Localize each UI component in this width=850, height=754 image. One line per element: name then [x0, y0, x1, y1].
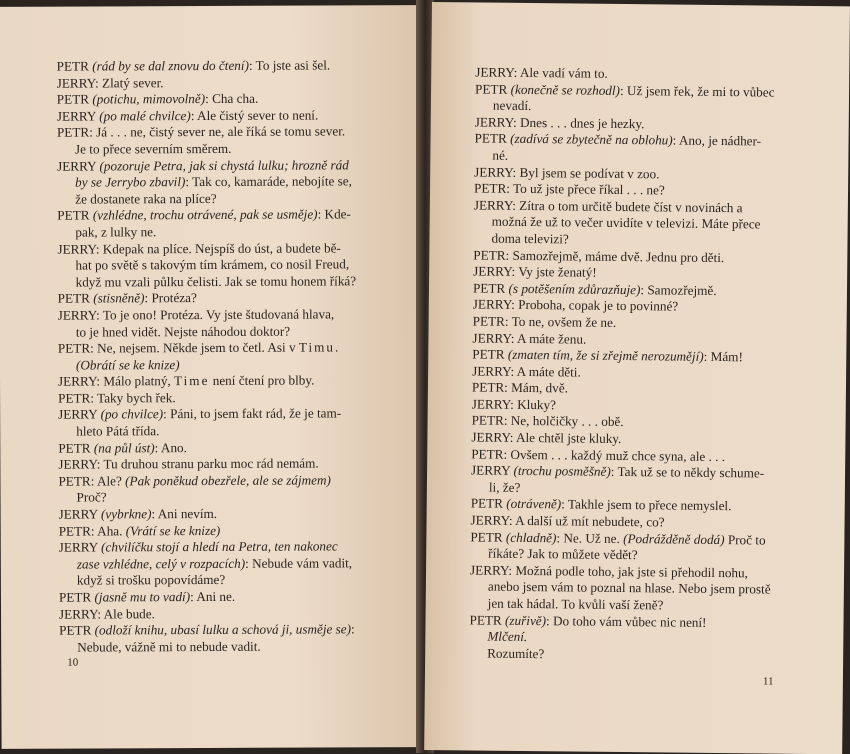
dialogue-text: né.: [492, 147, 509, 163]
dialogue-text: JERRY: Možná podle toho, jak jste si přehodil nohu,: [469, 562, 749, 581]
dialogue-text: : Cha cha.: [205, 90, 259, 107]
dialogue-text: není čtení pro blby.: [209, 372, 315, 389]
text-line: [58, 289, 398, 307]
dialogue-text: PETR: Ne, holčičky . . . obě.: [471, 412, 624, 430]
right-page-number: 11: [762, 675, 774, 688]
text-line: [58, 339, 398, 357]
text-line: [57, 256, 397, 274]
text-line: [57, 207, 397, 225]
stage-direction: (Podrážděně dodá): [623, 530, 725, 547]
dialogue-text: možná že už to večer uvidíte v televizi. Máte přece: [491, 213, 761, 232]
dialogue-text: JERRY: To je ono! Protéza. Vy jste študovaná hlava,: [57, 306, 335, 323]
dialogue-text: PETR: [56, 58, 93, 74]
dialogue-text: hleto Pátá třída.: [76, 423, 160, 439]
text-line: [58, 273, 398, 291]
text-line: [59, 555, 399, 573]
text-line: [57, 190, 397, 208]
text-line: [59, 621, 399, 639]
dialogue-text: PETR: [474, 130, 511, 147]
dialogue-text: JERRY: Zítra o tom určitě budete číst v novinách a: [473, 197, 743, 216]
dialogue-text: PETR: [472, 280, 509, 296]
dialogue-text: : Takhle jsem to přece nemyslel.: [561, 496, 732, 514]
text-line: [59, 638, 399, 656]
text-line: [57, 90, 397, 108]
dialogue-text: PETR: Já . . . ne, čistý sever ne, ale říká se tomu sever.: [56, 123, 346, 141]
dialogue-text: : Ani ne.: [190, 588, 236, 605]
dialogue-text: PETR: To ne, ovšem že ne.: [472, 313, 617, 330]
dialogue-text: říkáte? Jak to můžete vědět?: [488, 545, 638, 563]
dialogue-text: JERRY: Ale chtěl jste kluky.: [471, 429, 622, 447]
stage-direction: (s potěšením zdůrazňuje): [508, 280, 641, 297]
dialogue-text: : Ale čistý sever to není.: [190, 107, 319, 123]
dialogue-text: : Protéza?: [144, 290, 197, 306]
stage-direction: (rád by se dal znovu do čtení): [92, 57, 249, 74]
stage-direction: (Obrátí se ke knize): [75, 356, 180, 373]
dialogue-text: PETR: [475, 81, 511, 97]
text-line: [58, 406, 398, 424]
text-line: [57, 173, 397, 191]
title-reference: Time: [173, 373, 210, 389]
dialogue-text: PETR: Ne, nejsem. Někde jsem to četl. Asi v: [57, 339, 299, 356]
dialogue-text: že dostanete raka na plíce?: [75, 190, 217, 207]
dialogue-text: JERRY: Tu druhou stranu parku moc rád nemám.: [58, 455, 319, 472]
stage-direction: (chladně): [505, 529, 557, 545]
dialogue-text: jen tak hádal. To kvůli vaší ženě?: [487, 595, 664, 613]
dialogue-text: JERRY: A máte ženu.: [472, 329, 587, 347]
stage-direction: (pozoruje Petra, jak si chystá lulku; hrozně rád: [99, 156, 349, 174]
stage-direction: (odloží knihu, ubasí lulku a schová ji, usměje se): [94, 621, 352, 638]
dialogue-text: JERRY: [471, 462, 514, 479]
stage-direction: (zuřivě): [505, 612, 547, 628]
dialogue-text: : Ani nevím.: [151, 505, 218, 522]
dialogue-text: : Tak co, kamaráde, nebojíte se,: [185, 173, 352, 190]
dialogue-text: hat po světě s takovým tím krámem, co nosil Freud,: [75, 256, 350, 273]
dialogue-text: JERRY: [56, 108, 100, 124]
dialogue-text: JERRY: [57, 158, 100, 174]
dialogue-text: : To jste asi šel.: [248, 57, 331, 73]
dialogue-text: Proč to: [724, 531, 766, 548]
stage-direction: (potichu, mimovolně): [92, 91, 206, 107]
text-line: [58, 389, 398, 407]
dialogue-text: : Nebude vám vadit,: [245, 555, 353, 571]
dialogue-text: PETR: Aha.: [58, 522, 126, 539]
text-line: [58, 439, 398, 457]
left-page-number: 10: [67, 656, 79, 669]
stage-direction: (jasně mu to vadí): [94, 589, 191, 605]
dialogue-text: PETR: Ovšem . . . každý muž chce syna, ale . . .: [471, 446, 726, 464]
dialogue-text: PETR: Mám, dvě.: [471, 379, 569, 396]
dialogue-text: Proč?: [76, 489, 107, 506]
dialogue-text: PETR: [57, 290, 94, 306]
stage-direction: zase vzhlédne, celý v rozpacích): [76, 555, 246, 572]
stage-direction: (chvilíčku stojí a hledí na Petra, ten nakonec: [101, 538, 338, 555]
dialogue-text: PETR: [57, 207, 93, 224]
text-line: [59, 588, 399, 606]
text-line: [57, 157, 397, 175]
stage-direction: Mlčení.: [487, 628, 528, 645]
text-line: [57, 124, 397, 142]
dialogue-text: JERRY: Zlatý sever.: [56, 74, 164, 91]
dialogue-text: JERRY: Ale bude.: [58, 605, 155, 622]
dialogue-text: li, že?: [488, 479, 521, 495]
stage-direction: (konečně se rozhodl): [510, 81, 621, 98]
stage-direction: (otráveně): [506, 496, 562, 512]
stage-direction: (Vrátí se ke knize): [125, 522, 221, 538]
right-page-text: [469, 64, 825, 665]
dialogue-text: : Samozřejmě.: [640, 281, 717, 298]
dialogue-text: JERRY: Ale vadí vám to.: [475, 64, 608, 81]
text-line: [57, 223, 397, 241]
text-line: [58, 489, 398, 507]
dialogue-text: : Páni, to jsem fakt rád, že je tam-: [163, 405, 342, 422]
dialogue-text: nevadí.: [492, 97, 532, 114]
dialogue-text: : Do toho vám vůbec nic není!: [546, 612, 707, 630]
text-line: [58, 472, 398, 490]
dialogue-text: JERRY: [58, 506, 102, 522]
dialogue-text: anebo jsem vám to poznal na hlase. Nebo jsem prostě: [487, 579, 771, 597]
dialogue-text: : Kde-: [317, 206, 351, 222]
dialogue-text: PETR: [58, 440, 94, 456]
text-line: [57, 107, 397, 125]
dialogue-text: : Už jsem řek, že mi to vůbec: [619, 82, 775, 100]
dialogue-text: PETR: [472, 346, 508, 362]
text-line: [57, 57, 397, 75]
left-page: [0, 5, 420, 749]
dialogue-text: PETR: [469, 612, 506, 628]
dialogue-text: PETR: [470, 495, 507, 512]
dialogue-text: JERRY: Málo platný,: [57, 373, 175, 389]
dialogue-text: Je to přece severním směrem.: [74, 140, 232, 157]
text-line: [59, 605, 399, 623]
dialogue-text: PETR: [58, 589, 95, 605]
text-line: [58, 455, 398, 473]
dialogue-text: JERRY: A další už mít nebudete, co?: [470, 512, 665, 530]
dialogue-text: PETR: Samozřejmě, máme dvě. Jednu pro děti.: [473, 246, 725, 265]
dialogue-text: JERRY: Kdepak na plíce. Nejspíš do úst, a budete bě-: [57, 239, 341, 257]
stage-direction: (zadívá se zbytečně na oblohu): [510, 131, 673, 148]
text-line: [58, 323, 398, 341]
stage-direction: (vzhlédne, trochu otrávené, pak se usměje): [92, 206, 318, 223]
text-line: [57, 74, 397, 92]
dialogue-text: PETR: Taky bych řek.: [58, 390, 176, 406]
dialogue-text: PETR: Ale?: [58, 473, 126, 489]
dialogue-text: JERRY: Vy jste ženatý!: [473, 263, 597, 280]
right-page: [424, 2, 850, 754]
stage-direction: (vybrkne): [100, 506, 152, 522]
text-line: [59, 522, 399, 540]
stage-direction: (na půl úst): [93, 439, 155, 456]
dialogue-text: JERRY: Kluky?: [471, 396, 557, 413]
dialogue-text: Nebude, vážně mi to nebude vadit.: [77, 638, 261, 655]
dialogue-text: doma televizi?: [491, 230, 569, 247]
stage-direction: by se Jerrybo zbavil): [75, 174, 186, 190]
stage-direction: (po malé chvilce): [99, 107, 191, 124]
text-line: [58, 356, 398, 374]
text-line: [59, 572, 399, 590]
dialogue-text: pak, z lulky ne.: [75, 224, 157, 240]
stage-direction: (po chvilce): [100, 406, 164, 422]
dialogue-text: JERRY: A máte děti.: [472, 363, 581, 380]
text-line: [58, 372, 398, 390]
dialogue-text: : Ano.: [154, 439, 187, 455]
dialogue-text: to je hned vidět. Nejste náhodou doktor?: [75, 323, 291, 340]
dialogue-text: když si trošku popovídáme?: [76, 572, 226, 588]
dialogue-text: : Mám!: [703, 348, 743, 365]
title-reference: Timu: [298, 339, 336, 355]
dialogue-text: PETR: [56, 91, 93, 107]
stage-direction: (zmaten tím, že si zřejmě nerozumějí): [507, 346, 704, 364]
dialogue-text: když mu vzali půlku čelisti. Jak se tomu honem říká?: [75, 273, 357, 290]
dialogue-text: PETR: [59, 622, 95, 638]
text-line: [59, 505, 399, 523]
dialogue-text: :: [351, 621, 355, 637]
dialogue-text: .: [334, 339, 339, 355]
text-line: [59, 538, 399, 556]
stage-direction: (Pak poněkud obezřele, ale se zájmem): [125, 472, 331, 489]
text-line: [57, 240, 397, 258]
dialogue-text: : Ano, je nádher-: [672, 132, 762, 149]
stage-direction: (stisněně): [93, 290, 145, 306]
dialogue-text: : Tak už se to někdy schume-: [610, 464, 765, 481]
dialogue-text: : Ne. Už ne.: [556, 529, 624, 546]
text-line: [58, 306, 398, 324]
text-line: [58, 422, 398, 440]
dialogue-text: JERRY: [58, 539, 102, 555]
dialogue-text: JERRY: Proboha, copak je to povinné?: [472, 296, 679, 314]
stage-direction: (trochu posměšně): [513, 463, 611, 480]
text-line: [57, 140, 397, 158]
dialogue-text: PETR: To už jste přece říkal . . . ne?: [473, 180, 665, 198]
dialogue-text: JERRY: Byl jsem se podívat v zoo.: [474, 164, 660, 181]
dialogue-text: PETR: [470, 529, 507, 545]
dialogue-text: JERRY: [58, 406, 101, 423]
dialogue-text: Rozumíte?: [487, 645, 545, 661]
dialogue-text: JERRY: Dnes . . . dnes je hezky.: [474, 114, 645, 132]
left-page-text: [57, 57, 400, 656]
text-line: [469, 645, 819, 665]
